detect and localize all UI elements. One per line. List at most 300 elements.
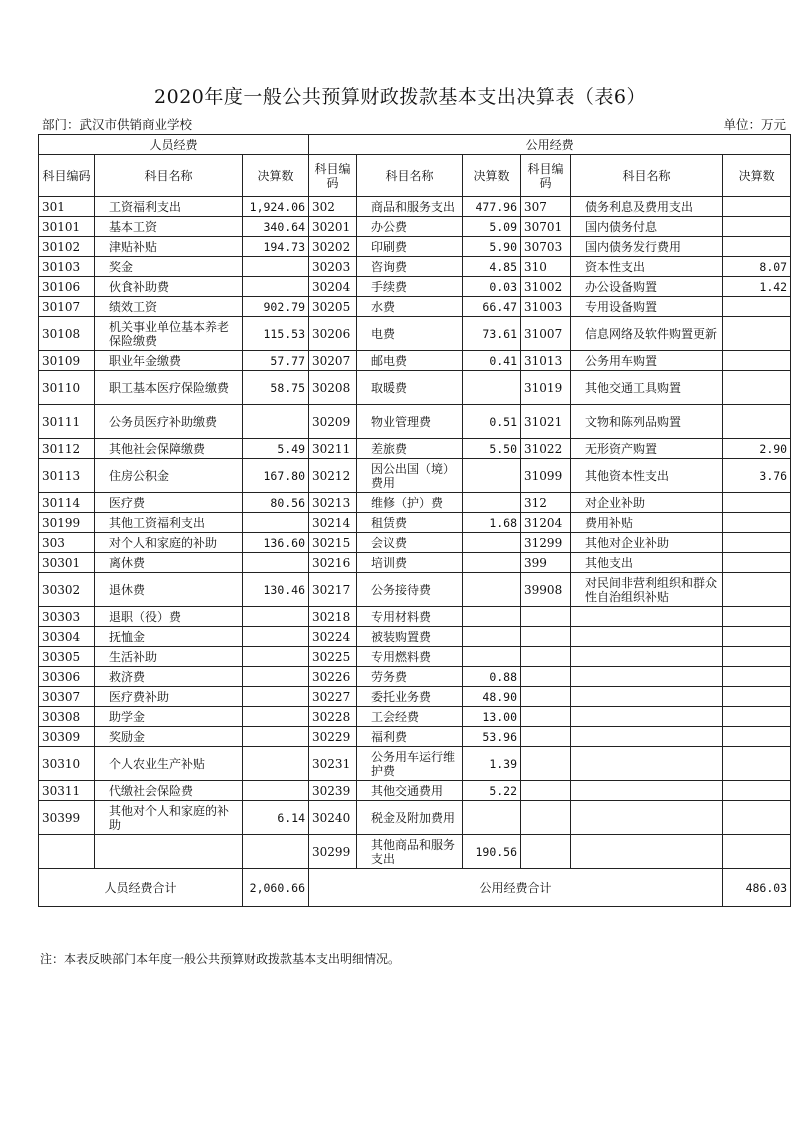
row-name bbox=[571, 801, 723, 835]
row-code: 307 bbox=[521, 197, 571, 217]
row-name: 差旅费 bbox=[357, 439, 463, 459]
row-code: 30303 bbox=[39, 607, 95, 627]
table-row bbox=[39, 573, 791, 607]
row-amount: 48.90 bbox=[463, 687, 521, 707]
row-name: 工会经费 bbox=[357, 707, 463, 727]
row-amount: 190.56 bbox=[463, 835, 521, 869]
row-name: 文物和陈列品购置 bbox=[571, 405, 723, 439]
row-name: 国内债务发行费用 bbox=[571, 237, 723, 257]
row-amount bbox=[243, 405, 309, 439]
row-amount bbox=[723, 727, 791, 747]
table-row bbox=[39, 533, 791, 553]
row-amount bbox=[723, 553, 791, 573]
row-amount: 1,924.06 bbox=[243, 197, 309, 217]
row-amount: 8.07 bbox=[723, 257, 791, 277]
row-name bbox=[571, 687, 723, 707]
row-name: 因公出国（境）费用 bbox=[357, 459, 463, 493]
row-code: 31299 bbox=[521, 533, 571, 553]
row-name: 其他社会保障缴费 bbox=[95, 439, 243, 459]
row-code: 30113 bbox=[39, 459, 95, 493]
row-name: 对民间非营利组织和群众性自治组织补贴 bbox=[571, 573, 723, 607]
row-code: 31204 bbox=[521, 513, 571, 533]
row-amount bbox=[243, 647, 309, 667]
row-name: 印刷费 bbox=[357, 237, 463, 257]
row-code: 312 bbox=[521, 493, 571, 513]
row-code: 30203 bbox=[309, 257, 357, 277]
row-name: 退职（役）费 bbox=[95, 607, 243, 627]
row-code: 30228 bbox=[309, 707, 357, 727]
row-amount bbox=[723, 371, 791, 405]
row-code bbox=[521, 727, 571, 747]
row-code: 30211 bbox=[309, 439, 357, 459]
table-row bbox=[39, 835, 791, 869]
row-amount bbox=[723, 297, 791, 317]
row-amount bbox=[243, 781, 309, 801]
row-amount bbox=[723, 607, 791, 627]
row-name: 其他交通费用 bbox=[357, 781, 463, 801]
row-name: 其他对企业补助 bbox=[571, 533, 723, 553]
expenditure-table bbox=[38, 134, 791, 907]
row-code: 30208 bbox=[309, 371, 357, 405]
row-amount: 66.47 bbox=[463, 297, 521, 317]
row-name: 培训费 bbox=[357, 553, 463, 573]
row-code bbox=[521, 687, 571, 707]
row-name: 国内债务付息 bbox=[571, 217, 723, 237]
row-amount bbox=[243, 707, 309, 727]
table-row bbox=[39, 513, 791, 533]
row-name: 奖励金 bbox=[95, 727, 243, 747]
row-code: 30224 bbox=[309, 627, 357, 647]
row-name: 手续费 bbox=[357, 277, 463, 297]
row-name: 委托业务费 bbox=[357, 687, 463, 707]
row-code: 30311 bbox=[39, 781, 95, 801]
table-row bbox=[39, 257, 791, 277]
table-row bbox=[39, 707, 791, 727]
row-code: 301 bbox=[39, 197, 95, 217]
row-amount: 5.22 bbox=[463, 781, 521, 801]
row-amount bbox=[723, 801, 791, 835]
row-code: 30103 bbox=[39, 257, 95, 277]
table-row bbox=[39, 217, 791, 237]
row-name: 公务员医疗补助缴费 bbox=[95, 405, 243, 439]
row-name: 债务利息及费用支出 bbox=[571, 197, 723, 217]
row-name: 离休费 bbox=[95, 553, 243, 573]
table-row bbox=[39, 727, 791, 747]
row-amount bbox=[723, 317, 791, 351]
row-name: 专用燃料费 bbox=[357, 647, 463, 667]
row-name: 物业管理费 bbox=[357, 405, 463, 439]
row-amount: 73.61 bbox=[463, 317, 521, 351]
row-amount: 5.09 bbox=[463, 217, 521, 237]
row-name: 劳务费 bbox=[357, 667, 463, 687]
row-amount: 13.00 bbox=[463, 707, 521, 727]
row-code: 39908 bbox=[521, 573, 571, 607]
row-code: 30202 bbox=[309, 237, 357, 257]
row-name: 对企业补助 bbox=[571, 493, 723, 513]
row-code: 30229 bbox=[309, 727, 357, 747]
row-amount bbox=[463, 627, 521, 647]
row-amount bbox=[723, 493, 791, 513]
row-amount bbox=[723, 627, 791, 647]
row-amount bbox=[723, 513, 791, 533]
row-code: 30107 bbox=[39, 297, 95, 317]
row-amount bbox=[723, 573, 791, 607]
row-amount bbox=[243, 513, 309, 533]
table-row bbox=[39, 297, 791, 317]
table-row bbox=[39, 667, 791, 687]
row-code bbox=[39, 835, 95, 869]
row-code: 30114 bbox=[39, 493, 95, 513]
row-code: 30703 bbox=[521, 237, 571, 257]
row-code: 30207 bbox=[309, 351, 357, 371]
table-row bbox=[39, 439, 791, 459]
row-code: 31002 bbox=[521, 277, 571, 297]
row-name: 医疗费 bbox=[95, 493, 243, 513]
row-amount: 1.68 bbox=[463, 513, 521, 533]
row-code: 30701 bbox=[521, 217, 571, 237]
row-amount bbox=[243, 687, 309, 707]
row-name: 会议费 bbox=[357, 533, 463, 553]
row-code: 30309 bbox=[39, 727, 95, 747]
row-code: 30308 bbox=[39, 707, 95, 727]
row-amount bbox=[723, 667, 791, 687]
row-name: 救济费 bbox=[95, 667, 243, 687]
row-name: 税金及附加费用 bbox=[357, 801, 463, 835]
row-name bbox=[571, 835, 723, 869]
row-name bbox=[571, 607, 723, 627]
row-name bbox=[571, 667, 723, 687]
row-name: 退休费 bbox=[95, 573, 243, 607]
row-name: 其他商品和服务支出 bbox=[357, 835, 463, 869]
row-code: 31019 bbox=[521, 371, 571, 405]
row-code bbox=[521, 607, 571, 627]
row-name: 其他对个人和家庭的补助 bbox=[95, 801, 243, 835]
header-code: 科目编码 bbox=[309, 155, 357, 197]
row-code bbox=[521, 801, 571, 835]
row-amount bbox=[723, 647, 791, 667]
row-name: 工资福利支出 bbox=[95, 197, 243, 217]
department-label: 部门：武汉市供销商业学校 bbox=[42, 117, 193, 132]
row-name: 其他资本性支出 bbox=[571, 459, 723, 493]
row-name: 咨询费 bbox=[357, 257, 463, 277]
row-code: 30106 bbox=[39, 277, 95, 297]
row-name bbox=[571, 747, 723, 781]
row-name: 个人农业生产补贴 bbox=[95, 747, 243, 781]
row-code: 30306 bbox=[39, 667, 95, 687]
row-amount bbox=[243, 667, 309, 687]
row-amount bbox=[723, 687, 791, 707]
row-code bbox=[521, 835, 571, 869]
row-code: 30240 bbox=[309, 801, 357, 835]
row-amount: 477.96 bbox=[463, 197, 521, 217]
row-code: 30226 bbox=[309, 667, 357, 687]
row-name: 机关事业单位基本养老保险缴费 bbox=[95, 317, 243, 351]
row-amount bbox=[723, 237, 791, 257]
row-name: 被装购置费 bbox=[357, 627, 463, 647]
row-code: 30305 bbox=[39, 647, 95, 667]
section-personnel: 人员经费 bbox=[39, 135, 309, 155]
row-name: 生活补助 bbox=[95, 647, 243, 667]
row-name: 职工基本医疗保险缴费 bbox=[95, 371, 243, 405]
table-row bbox=[39, 317, 791, 351]
row-amount bbox=[243, 747, 309, 781]
row-code: 31013 bbox=[521, 351, 571, 371]
row-amount: 136.60 bbox=[243, 533, 309, 553]
row-code: 30304 bbox=[39, 627, 95, 647]
row-code: 30299 bbox=[309, 835, 357, 869]
row-code: 30399 bbox=[39, 801, 95, 835]
row-name: 办公设备购置 bbox=[571, 277, 723, 297]
row-amount bbox=[243, 835, 309, 869]
row-name: 住房公积金 bbox=[95, 459, 243, 493]
row-name: 助学金 bbox=[95, 707, 243, 727]
row-amount bbox=[463, 647, 521, 667]
row-amount: 0.03 bbox=[463, 277, 521, 297]
table-row bbox=[39, 781, 791, 801]
table-row bbox=[39, 459, 791, 493]
row-amount bbox=[723, 707, 791, 727]
total-public-label: 公用经费合计 bbox=[309, 869, 723, 907]
row-code: 30307 bbox=[39, 687, 95, 707]
row-amount: 5.49 bbox=[243, 439, 309, 459]
row-amount bbox=[723, 781, 791, 801]
row-code: 30214 bbox=[309, 513, 357, 533]
row-amount bbox=[243, 257, 309, 277]
row-amount bbox=[463, 493, 521, 513]
row-amount: 1.39 bbox=[463, 747, 521, 781]
row-amount bbox=[463, 533, 521, 553]
header-amount: 决算数 bbox=[463, 155, 521, 197]
row-amount bbox=[723, 197, 791, 217]
header-name: 科目名称 bbox=[95, 155, 243, 197]
row-name: 其他交通工具购置 bbox=[571, 371, 723, 405]
row-name: 邮电费 bbox=[357, 351, 463, 371]
row-code: 303 bbox=[39, 533, 95, 553]
footnote: 注：本表反映部门本年度一般公共预算财政拨款基本支出明细情况。 bbox=[40, 952, 401, 966]
row-code: 30301 bbox=[39, 553, 95, 573]
row-code: 30218 bbox=[309, 607, 357, 627]
row-amount bbox=[723, 217, 791, 237]
row-amount: 0.51 bbox=[463, 405, 521, 439]
row-name: 办公费 bbox=[357, 217, 463, 237]
row-amount: 4.85 bbox=[463, 257, 521, 277]
row-code: 30231 bbox=[309, 747, 357, 781]
row-code: 30108 bbox=[39, 317, 95, 351]
row-code: 30215 bbox=[309, 533, 357, 553]
row-name: 资本性支出 bbox=[571, 257, 723, 277]
row-name: 电费 bbox=[357, 317, 463, 351]
row-code: 30111 bbox=[39, 405, 95, 439]
row-code: 31099 bbox=[521, 459, 571, 493]
row-code: 30310 bbox=[39, 747, 95, 781]
table-row bbox=[39, 647, 791, 667]
row-name: 专用材料费 bbox=[357, 607, 463, 627]
row-amount bbox=[723, 747, 791, 781]
table-row bbox=[39, 607, 791, 627]
table-row bbox=[39, 801, 791, 835]
row-code: 30239 bbox=[309, 781, 357, 801]
row-name: 公务接待费 bbox=[357, 573, 463, 607]
row-code bbox=[521, 781, 571, 801]
row-amount: 53.96 bbox=[463, 727, 521, 747]
row-amount bbox=[723, 835, 791, 869]
row-code: 31003 bbox=[521, 297, 571, 317]
row-code: 399 bbox=[521, 553, 571, 573]
row-code: 30102 bbox=[39, 237, 95, 257]
row-name: 租赁费 bbox=[357, 513, 463, 533]
row-code bbox=[521, 747, 571, 781]
table-row bbox=[39, 237, 791, 257]
row-name: 商品和服务支出 bbox=[357, 197, 463, 217]
row-amount: 130.46 bbox=[243, 573, 309, 607]
row-amount bbox=[243, 607, 309, 627]
row-code: 30212 bbox=[309, 459, 357, 493]
table-row bbox=[39, 351, 791, 371]
row-code: 31021 bbox=[521, 405, 571, 439]
row-code: 30225 bbox=[309, 647, 357, 667]
row-code: 302 bbox=[309, 197, 357, 217]
row-name bbox=[571, 727, 723, 747]
header-code: 科目编码 bbox=[39, 155, 95, 197]
row-amount: 115.53 bbox=[243, 317, 309, 351]
row-amount bbox=[463, 607, 521, 627]
row-name: 维修（护）费 bbox=[357, 493, 463, 513]
row-amount: 58.75 bbox=[243, 371, 309, 405]
row-code bbox=[521, 667, 571, 687]
row-code: 30205 bbox=[309, 297, 357, 317]
row-code: 30209 bbox=[309, 405, 357, 439]
row-amount: 1.42 bbox=[723, 277, 791, 297]
row-amount bbox=[723, 351, 791, 371]
row-code: 30110 bbox=[39, 371, 95, 405]
row-code: 30217 bbox=[309, 573, 357, 607]
row-amount bbox=[723, 533, 791, 553]
row-code: 31022 bbox=[521, 439, 571, 459]
row-name bbox=[571, 707, 723, 727]
row-name: 津贴补贴 bbox=[95, 237, 243, 257]
row-name: 公务用车运行维护费 bbox=[357, 747, 463, 781]
row-amount: 194.73 bbox=[243, 237, 309, 257]
row-name: 取暖费 bbox=[357, 371, 463, 405]
row-amount bbox=[463, 459, 521, 493]
row-name: 医疗费补助 bbox=[95, 687, 243, 707]
row-amount bbox=[463, 801, 521, 835]
table-row bbox=[39, 627, 791, 647]
row-amount bbox=[243, 277, 309, 297]
row-code: 30199 bbox=[39, 513, 95, 533]
row-amount: 167.80 bbox=[243, 459, 309, 493]
unit-label: 单位：万元 bbox=[723, 117, 786, 132]
row-name: 基本工资 bbox=[95, 217, 243, 237]
row-amount: 6.14 bbox=[243, 801, 309, 835]
row-code: 30109 bbox=[39, 351, 95, 371]
table-row bbox=[39, 747, 791, 781]
row-name: 对个人和家庭的补助 bbox=[95, 533, 243, 553]
row-amount: 2.90 bbox=[723, 439, 791, 459]
row-amount bbox=[243, 627, 309, 647]
table-row bbox=[39, 405, 791, 439]
row-name: 费用补贴 bbox=[571, 513, 723, 533]
row-code: 30204 bbox=[309, 277, 357, 297]
row-amount: 57.77 bbox=[243, 351, 309, 371]
header-amount: 决算数 bbox=[723, 155, 791, 197]
row-code bbox=[521, 647, 571, 667]
row-name bbox=[571, 627, 723, 647]
row-amount: 5.50 bbox=[463, 439, 521, 459]
row-amount: 902.79 bbox=[243, 297, 309, 317]
row-amount bbox=[463, 371, 521, 405]
header-code: 科目编码 bbox=[521, 155, 571, 197]
header-amount: 决算数 bbox=[243, 155, 309, 197]
table-row bbox=[39, 553, 791, 573]
row-amount: 3.76 bbox=[723, 459, 791, 493]
header-name: 科目名称 bbox=[357, 155, 463, 197]
row-code: 30112 bbox=[39, 439, 95, 459]
row-code: 30216 bbox=[309, 553, 357, 573]
row-name bbox=[571, 781, 723, 801]
row-name: 伙食补助费 bbox=[95, 277, 243, 297]
row-name bbox=[571, 647, 723, 667]
row-code: 310 bbox=[521, 257, 571, 277]
row-code: 31007 bbox=[521, 317, 571, 351]
row-amount bbox=[243, 727, 309, 747]
row-name bbox=[95, 835, 243, 869]
table-row bbox=[39, 493, 791, 513]
row-code bbox=[521, 627, 571, 647]
row-code: 30213 bbox=[309, 493, 357, 513]
row-name: 抚恤金 bbox=[95, 627, 243, 647]
table-row bbox=[39, 277, 791, 297]
row-name: 职业年金缴费 bbox=[95, 351, 243, 371]
row-code: 30227 bbox=[309, 687, 357, 707]
row-name: 公务用车购置 bbox=[571, 351, 723, 371]
row-amount: 0.41 bbox=[463, 351, 521, 371]
row-name: 水费 bbox=[357, 297, 463, 317]
row-name: 其他支出 bbox=[571, 553, 723, 573]
row-code: 30101 bbox=[39, 217, 95, 237]
header-name: 科目名称 bbox=[571, 155, 723, 197]
page-title: 2020年度一般公共预算财政拨款基本支出决算表（表6） bbox=[154, 86, 646, 108]
row-name: 其他工资福利支出 bbox=[95, 513, 243, 533]
row-amount: 0.88 bbox=[463, 667, 521, 687]
table-row bbox=[39, 371, 791, 405]
row-code: 30201 bbox=[309, 217, 357, 237]
table-row bbox=[39, 687, 791, 707]
row-amount bbox=[463, 573, 521, 607]
row-name: 专用设备购置 bbox=[571, 297, 723, 317]
row-amount: 340.64 bbox=[243, 217, 309, 237]
total-personnel-label: 人员经费合计 bbox=[39, 869, 243, 907]
row-name: 绩效工资 bbox=[95, 297, 243, 317]
row-name: 奖金 bbox=[95, 257, 243, 277]
row-name: 无形资产购置 bbox=[571, 439, 723, 459]
total-personnel-value: 2,060.66 bbox=[243, 869, 309, 907]
row-amount bbox=[463, 553, 521, 573]
row-amount: 5.90 bbox=[463, 237, 521, 257]
row-amount bbox=[243, 553, 309, 573]
section-public: 公用经费 bbox=[309, 135, 791, 155]
row-name: 代缴社会保险费 bbox=[95, 781, 243, 801]
row-code bbox=[521, 707, 571, 727]
total-public-value: 486.03 bbox=[723, 869, 791, 907]
row-code: 30302 bbox=[39, 573, 95, 607]
row-amount: 80.56 bbox=[243, 493, 309, 513]
row-name: 信息网络及软件购置更新 bbox=[571, 317, 723, 351]
table-row bbox=[39, 197, 791, 217]
row-amount bbox=[723, 405, 791, 439]
row-name: 福利费 bbox=[357, 727, 463, 747]
row-code: 30206 bbox=[309, 317, 357, 351]
